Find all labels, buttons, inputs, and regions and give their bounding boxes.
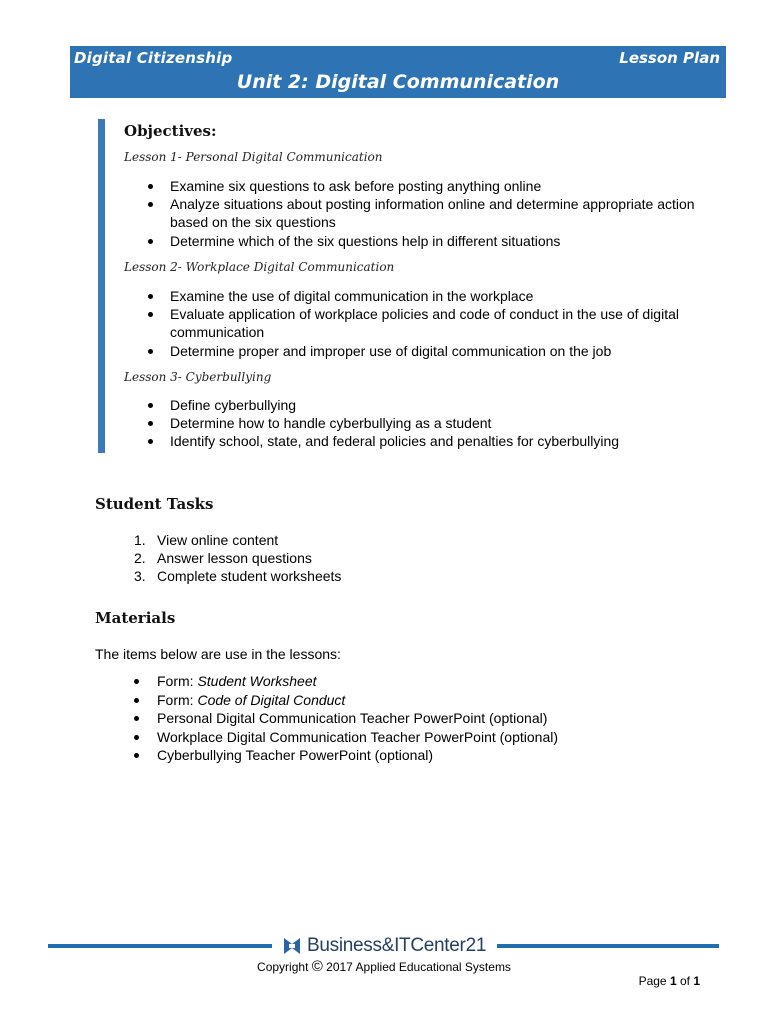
list-item: 2. Answer lesson questions <box>134 550 312 567</box>
materials-intro: The items below are use in the lessons: <box>95 646 341 662</box>
lesson-title: Lesson 1- Personal Digital Communication <box>124 150 383 164</box>
list-item: Form: Student Worksheet <box>157 673 317 689</box>
copyright-icon: © <box>311 958 323 975</box>
list-item: Identify school, state, and federal policies and penalties for cyberbullying <box>170 433 620 450</box>
list-item: Define cyberbullying <box>170 397 297 413</box>
list-item: Examine the use of digital communication in the workplace <box>170 288 534 304</box>
list-item: Analyze situations about posting information online and determine appropriate action based on the six questions <box>170 196 695 231</box>
lesson-title: Lesson 3- Cyberbullying <box>124 370 272 384</box>
lesson-2-objectives <box>144 287 718 360</box>
document-type: Lesson Plan <box>619 49 720 67</box>
list-item: Workplace Digital Communication Teacher PowerPoint (optional) <box>157 728 559 745</box>
list-item: Determine which of the six questions help in different situations <box>170 232 561 249</box>
course-name: Digital Citizenship <box>74 49 233 67</box>
list-item: Personal Digital Communication Teacher PowerPoint (optional) <box>157 710 548 727</box>
copyright-notice: Copyright © 2017 Applied Educational Systems <box>257 958 511 975</box>
list-item: Evaluate application of workplace policies and code of conduct in the use of digital communication <box>170 306 679 341</box>
list-item: Form: Code of Digital Conduct <box>157 691 346 708</box>
list-item: Determine proper and improper use of digital communication on the job <box>170 342 612 359</box>
lesson-3-objectives <box>144 396 619 451</box>
objectives-accent-bar <box>98 119 105 453</box>
student-tasks-heading: Student Tasks <box>95 495 214 513</box>
list-item: Cyberbullying Teacher PowerPoint (optional) <box>157 747 434 764</box>
objectives-section <box>98 119 718 453</box>
header-band <box>70 46 726 98</box>
lesson-title: Lesson 2- Workplace Digital Communication <box>124 260 395 274</box>
footer-rule <box>497 944 719 948</box>
page-number: Page 1 of 1 <box>638 974 700 988</box>
footer-logo <box>283 933 486 959</box>
list-item: 1. View online content <box>134 532 279 548</box>
list-item: 3. Complete student worksheets <box>134 568 342 585</box>
objectives-heading: Objectives: <box>124 122 217 140</box>
materials-heading: Materials <box>95 609 176 627</box>
bowtie-logo-icon <box>283 937 301 955</box>
student-tasks-list <box>134 531 341 586</box>
list-item: Examine six questions to ask before posting anything online <box>170 178 542 194</box>
list-item: Determine how to handle cyberbullying as a student <box>170 415 492 432</box>
lesson-1-objectives <box>144 177 718 250</box>
footer-rule <box>48 944 272 948</box>
logo-text: Business&ITCenter21 <box>307 935 487 956</box>
materials-list <box>134 672 558 765</box>
unit-title: Unit 2: Digital Communication <box>236 71 560 93</box>
